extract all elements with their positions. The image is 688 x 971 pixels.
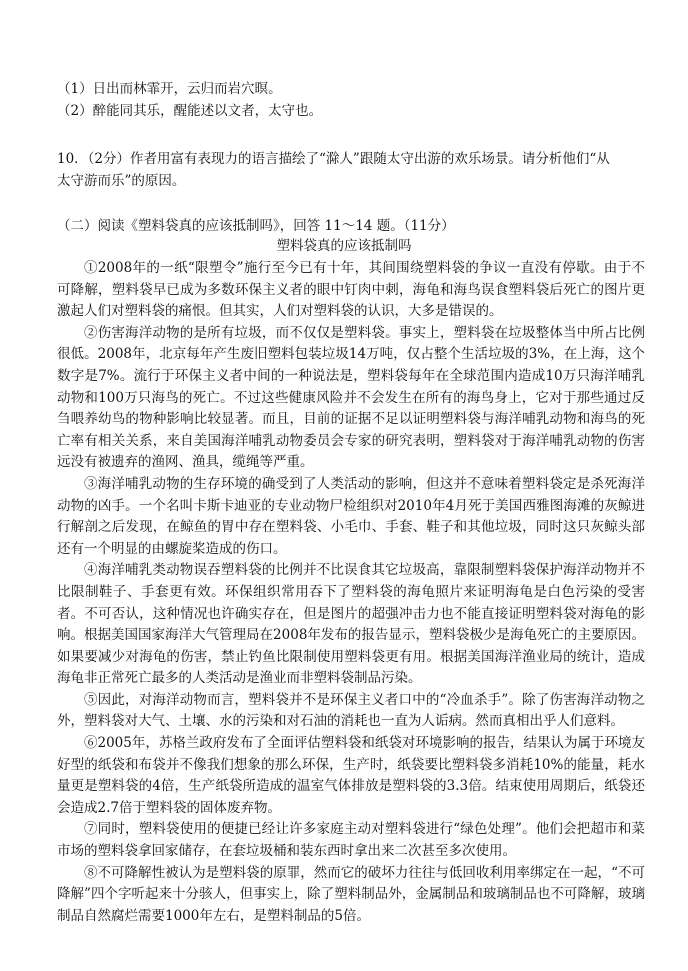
paragraph-6: ⑥2005年，苏格兰政府发布了全面评估塑料袋和纸袋对环境影响的报告，结果认为属于环境友好型的纸袋和布袋并不像我们想象的那么环保，生产时，纸袋要比塑料袋多消耗10%的能量，耗水量更是塑料袋的4倍，生产纸袋所造成的温室气体排放是塑料袋的3.3倍。结束使用周期后，纸袋还会造成2.7倍于塑料袋的固体废弃物。 [57,735,645,816]
paragraph-3: ③海洋哺乳动物的生存环境的确受到了人类活动的影响，但这并不意味着塑料袋定是杀死海洋动物的凶手。一个名叫卡斯卡迪亚的专业动物尸检组织对2010年4月死于美国西雅图海滩的灰鲸进行解剖之后发现，在鲸鱼的胃中存在塑料袋、小毛巾、手套、鞋子和其他垃圾，同时这只灰鲸头部还有一个明显的由螺旋桨造成的伤口。 [57,475,645,557]
section-2-heading: （二）阅读《塑料袋真的应该抵制吗》，回答 11～14 题。（11分） [57,218,455,234]
paragraph-4: ④海洋哺乳类动物误吞塑料袋的比例并不比误食其它垃圾高，靠限制塑料袋保护海洋动物并不比限制鞋子、手套更有效。环保组织常用吞下了塑料袋的海龟照片来证明海龟是白色污染的受害者。不可否认，这种情况也许确实存在，但是图片的超强冲击力也不能直接证明塑料袋对海龟的影响。根据美国国家海洋大气管理局在2008年发布的报告显示，塑料袋极少是海龟死亡的主要原因。如果要减少对海龟的伤害，禁止钓鱼比限制使用塑料袋更有用。根据美国海洋渔业局的统计，造成海龟非正常死亡最多的人类活动是渔业而非塑料袋制品污染。 [57,562,645,687]
paragraph-8: ⑧不可降解性被认为是塑料袋的原罪，然而它的破坏力往往与低回收利用率绑定在一起，“不可降解”四个字听起来十分骇人，但事实上，除了塑料制品外，金属制品和玻璃制品也不可降解，玻璃制品自然腐烂需要1000年左右，是塑料制品的5倍。 [57,864,645,924]
question-10-line-2: 太守游而乐”的原因。 [57,173,186,189]
question-9-answer-2: （2）醉能同其乐，醒能述以文者，太守也。 [57,103,323,119]
paragraph-5: ⑤因此，对海洋动物而言，塑料袋并不是环保主义者口中的“冷血杀手”。除了伤害海洋动物之外，塑料袋对大气、土壤、水的污染和对石油的消耗也一直为人诟病。然而真相出乎人们意料。 [57,691,645,730]
question-9-answer-1: （1）日出而林霏开，云归而岩穴暝。 [57,81,282,97]
article-body [57,258,645,927]
question-10-line-1: 10．（2分）作者用富有表现力的语言描绘了“滁人”跟随太守出游的欢乐场景。请分析他们“从 [57,151,610,167]
article-title: 塑料袋真的应该抵制吗 [276,238,412,254]
paragraph-1: ①2008年的一纸“限塑令”施行至今已有十年，其间围绕塑料袋的争议一直没有停歇。由于不可降解，塑料袋早已成为多数环保主义者的眼中钉肉中刺，海龟和海鸟误食塑料袋后死亡的图片更激起人们对塑料袋的痛恨。但其实，人们对塑料袋的认识，大多是错误的。 [57,260,645,320]
paragraph-2: ②伤害海洋动物的是所有垃圾，而不仅仅是塑料袋。事实上，塑料袋在垃圾整体当中所占比例很低。2008年，北京每年产生废旧塑料包装垃圾14万吨，仅占整个生活垃圾的3%，在上海，这个数字是7%。流行于环保主义者中间的一种说法是，塑料袋每年在全球范围内造成10万只海洋哺乳动物和100万只海鸟的死亡。不过这些健康风险并不会发生在所有的海鸟身上，它对于那些通过反刍喂养幼鸟的物种影响比较显著。而且，目前的证据不足以证明塑料袋与海洋哺乳动物和海鸟的死亡率有相关关系，来自美国海洋哺乳动物委员会专家的研究表明，塑料袋对于海洋哺乳动物的伤害远没有被遗弃的渔网、渔具，缆绳等严重。 [57,324,645,471]
paragraph-7: ⑦同时，塑料袋使用的便捷已经让许多家庭主动对塑料袋进行“绿色处理”。他们会把超市和菜市场的塑料袋拿回家储存，在套垃圾桶和装东西时拿出来二次甚至多次使用。 [57,821,645,860]
